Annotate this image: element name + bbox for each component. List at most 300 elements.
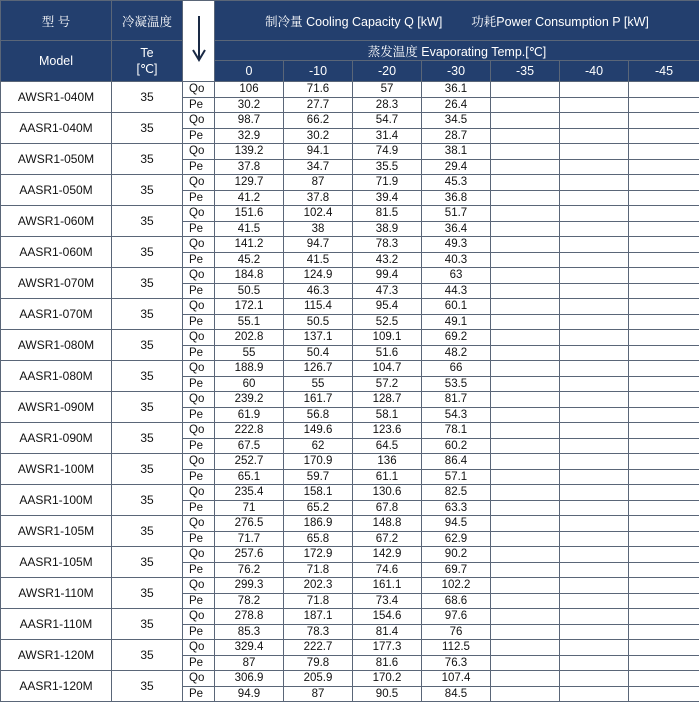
pe-value-cell [491, 624, 560, 640]
qo-value-cell: 188.9 [215, 361, 284, 377]
qo-value-cell: 161.7 [284, 392, 353, 408]
pe-value-cell: 87 [215, 655, 284, 671]
qo-value-cell [491, 609, 560, 625]
qo-value-cell [560, 268, 629, 284]
qo-value-cell [629, 516, 699, 532]
pe-value-cell [491, 593, 560, 609]
te-cell: 35 [112, 609, 183, 640]
evaporating-temp-header: 蒸发温度 Evaporating Temp.[℃] [215, 41, 699, 61]
pe-value-cell [629, 283, 699, 299]
model-cell: AWSR1-040M [1, 82, 112, 113]
pe-value-cell: 74.6 [353, 562, 422, 578]
qo-value-cell [560, 454, 629, 470]
qo-value-cell: 177.3 [353, 640, 422, 656]
qo-value-cell [491, 175, 560, 191]
qo-value-cell [629, 237, 699, 253]
qo-value-cell [629, 609, 699, 625]
pe-label: Pe [183, 376, 215, 392]
pe-value-cell [560, 345, 629, 361]
qo-value-cell: 141.2 [215, 237, 284, 253]
qo-value-cell [560, 640, 629, 656]
qo-value-cell: 94.5 [422, 516, 491, 532]
qo-label: Qo [183, 547, 215, 563]
qo-value-cell: 205.9 [284, 671, 353, 687]
table-row [1, 392, 699, 408]
qo-value-cell: 95.4 [353, 299, 422, 315]
qo-value-cell: 78.3 [353, 237, 422, 253]
qo-value-cell: 99.4 [353, 268, 422, 284]
pe-value-cell: 64.5 [353, 438, 422, 454]
qo-value-cell [629, 640, 699, 656]
te-cell: 35 [112, 423, 183, 454]
pe-value-cell [560, 221, 629, 237]
qo-value-cell: 71.9 [353, 175, 422, 191]
qo-value-cell: 94.1 [284, 144, 353, 160]
pe-label: Pe [183, 345, 215, 361]
pe-label: Pe [183, 97, 215, 113]
qo-value-cell [560, 299, 629, 315]
pe-value-cell: 60 [215, 376, 284, 392]
pe-value-cell: 49.1 [422, 314, 491, 330]
pe-value-cell: 36.8 [422, 190, 491, 206]
qo-value-cell: 278.8 [215, 609, 284, 625]
qo-value-cell [491, 485, 560, 501]
qo-value-cell: 299.3 [215, 578, 284, 594]
qo-value-cell [629, 454, 699, 470]
model-cell: AWSR1-060M [1, 206, 112, 237]
qo-value-cell [560, 578, 629, 594]
pe-value-cell: 31.4 [353, 128, 422, 144]
pe-value-cell: 36.4 [422, 221, 491, 237]
qo-value-cell: 86.4 [422, 454, 491, 470]
model-cell: AWSR1-080M [1, 330, 112, 361]
pe-value-cell: 65.2 [284, 500, 353, 516]
te-cell: 35 [112, 361, 183, 392]
table-row [1, 237, 699, 253]
pe-value-cell [629, 469, 699, 485]
qo-label: Qo [183, 237, 215, 253]
qo-value-cell [560, 144, 629, 160]
model-cell: AASR1-050M [1, 175, 112, 206]
pe-value-cell: 81.4 [353, 624, 422, 640]
pe-value-cell: 30.2 [284, 128, 353, 144]
evap-temp-col-header: -45 [629, 61, 699, 82]
pe-value-cell [629, 593, 699, 609]
qo-label: Qo [183, 144, 215, 160]
pe-value-cell: 43.2 [353, 252, 422, 268]
table-row [1, 671, 699, 687]
down-arrow-icon [189, 14, 209, 66]
pe-value-cell: 26.4 [422, 97, 491, 113]
qo-value-cell [491, 516, 560, 532]
qo-value-cell: 57 [353, 82, 422, 98]
pe-value-cell: 38.9 [353, 221, 422, 237]
capacity-title: 制冷量 Cooling Capacity Q [kW] [265, 14, 443, 29]
pe-label: Pe [183, 221, 215, 237]
qo-value-cell: 154.6 [353, 609, 422, 625]
pe-value-cell: 39.4 [353, 190, 422, 206]
pe-value-cell: 79.8 [284, 655, 353, 671]
pe-value-cell [560, 376, 629, 392]
pe-value-cell: 73.4 [353, 593, 422, 609]
evap-temp-col-header: -30 [422, 61, 491, 82]
qo-value-cell [491, 113, 560, 129]
qo-value-cell [491, 299, 560, 315]
te-header [112, 41, 183, 82]
model-cell: AASR1-070M [1, 299, 112, 330]
qo-value-cell: 81.5 [353, 206, 422, 222]
qo-value-cell: 148.8 [353, 516, 422, 532]
model-cell: AASR1-100M [1, 485, 112, 516]
pe-value-cell [560, 314, 629, 330]
pe-value-cell [491, 407, 560, 423]
table-row [1, 330, 699, 346]
qo-value-cell [491, 361, 560, 377]
pe-value-cell [629, 376, 699, 392]
pe-label: Pe [183, 407, 215, 423]
model-header: Model [1, 41, 112, 82]
qo-value-cell: 128.7 [353, 392, 422, 408]
qo-label: Qo [183, 609, 215, 625]
pe-value-cell: 37.8 [284, 190, 353, 206]
pe-value-cell [629, 345, 699, 361]
te-cell: 35 [112, 268, 183, 299]
qo-value-cell: 106 [215, 82, 284, 98]
model-cell: AASR1-060M [1, 237, 112, 268]
qo-value-cell [491, 640, 560, 656]
pe-value-cell [491, 252, 560, 268]
table-row [1, 485, 699, 501]
pe-value-cell [629, 190, 699, 206]
pe-value-cell [560, 500, 629, 516]
pe-value-cell [629, 438, 699, 454]
qo-value-cell: 102.2 [422, 578, 491, 594]
table-row [1, 516, 699, 532]
pe-label: Pe [183, 593, 215, 609]
pe-label: Pe [183, 438, 215, 454]
pe-value-cell [629, 159, 699, 175]
qo-value-cell: 149.6 [284, 423, 353, 439]
qo-value-cell: 34.5 [422, 113, 491, 129]
qo-value-cell: 82.5 [422, 485, 491, 501]
qo-label: Qo [183, 82, 215, 98]
qo-value-cell [560, 175, 629, 191]
model-cell: AASR1-120M [1, 671, 112, 702]
table-row [1, 640, 699, 656]
pe-value-cell: 62 [284, 438, 353, 454]
te-cell: 35 [112, 113, 183, 144]
te-cell: 35 [112, 485, 183, 516]
pe-value-cell: 57.2 [353, 376, 422, 392]
qo-value-cell: 63 [422, 268, 491, 284]
pe-value-cell: 55.1 [215, 314, 284, 330]
qo-value-cell [491, 547, 560, 563]
qo-value-cell [629, 82, 699, 98]
pe-value-cell: 28.3 [353, 97, 422, 113]
qo-value-cell: 222.7 [284, 640, 353, 656]
qo-value-cell [491, 206, 560, 222]
pe-value-cell: 51.6 [353, 345, 422, 361]
qo-value-cell [491, 578, 560, 594]
qo-label: Qo [183, 113, 215, 129]
pe-value-cell: 50.4 [284, 345, 353, 361]
qo-label: Qo [183, 578, 215, 594]
pe-value-cell: 56.8 [284, 407, 353, 423]
pe-label: Pe [183, 531, 215, 547]
pe-value-cell [629, 655, 699, 671]
pe-value-cell: 55 [215, 345, 284, 361]
qo-value-cell: 90.2 [422, 547, 491, 563]
qo-value-cell: 66 [422, 361, 491, 377]
qo-value-cell: 60.1 [422, 299, 491, 315]
te-cell: 35 [112, 299, 183, 330]
pe-label: Pe [183, 655, 215, 671]
qo-value-cell [629, 206, 699, 222]
pe-value-cell: 76.3 [422, 655, 491, 671]
pe-value-cell: 76.2 [215, 562, 284, 578]
qo-value-cell: 54.7 [353, 113, 422, 129]
pe-value-cell: 50.5 [215, 283, 284, 299]
pe-value-cell: 34.7 [284, 159, 353, 175]
qo-value-cell: 172.9 [284, 547, 353, 563]
te-cell: 35 [112, 392, 183, 423]
pe-value-cell: 68.6 [422, 593, 491, 609]
qo-value-cell: 87 [284, 175, 353, 191]
pe-label: Pe [183, 562, 215, 578]
model-cell: AASR1-110M [1, 609, 112, 640]
te-cell: 35 [112, 516, 183, 547]
pe-value-cell: 50.5 [284, 314, 353, 330]
pe-value-cell: 71 [215, 500, 284, 516]
qo-value-cell: 69.2 [422, 330, 491, 346]
pe-value-cell: 65.1 [215, 469, 284, 485]
qo-value-cell [560, 113, 629, 129]
te-cell: 35 [112, 82, 183, 113]
pe-value-cell [560, 128, 629, 144]
qo-value-cell: 124.9 [284, 268, 353, 284]
qo-value-cell [560, 609, 629, 625]
model-cell: AWSR1-110M [1, 578, 112, 609]
table-row [1, 454, 699, 470]
qo-value-cell: 137.1 [284, 330, 353, 346]
evap-temp-col-header: -20 [353, 61, 422, 82]
te-unit: [℃] [136, 62, 158, 76]
qo-value-cell [560, 361, 629, 377]
qo-value-cell: 49.3 [422, 237, 491, 253]
qo-value-cell: 158.1 [284, 485, 353, 501]
qo-value-cell: 78.1 [422, 423, 491, 439]
qo-value-cell [629, 361, 699, 377]
qo-value-cell [629, 671, 699, 687]
table-row [1, 113, 699, 129]
pe-value-cell: 71.8 [284, 562, 353, 578]
qo-value-cell [560, 330, 629, 346]
pe-value-cell: 35.5 [353, 159, 422, 175]
qo-value-cell [629, 578, 699, 594]
qo-value-cell: 142.9 [353, 547, 422, 563]
qo-value-cell: 170.2 [353, 671, 422, 687]
pe-value-cell: 84.5 [422, 686, 491, 702]
pe-value-cell [560, 407, 629, 423]
pe-value-cell: 45.2 [215, 252, 284, 268]
qo-value-cell [560, 516, 629, 532]
qo-value-cell: 170.9 [284, 454, 353, 470]
evap-temp-col-header: -35 [491, 61, 560, 82]
pe-value-cell [629, 314, 699, 330]
pe-value-cell: 37.8 [215, 159, 284, 175]
arrow-cell [183, 1, 215, 82]
qo-value-cell: 112.5 [422, 640, 491, 656]
qo-value-cell: 129.7 [215, 175, 284, 191]
qo-value-cell [629, 392, 699, 408]
te-cell: 35 [112, 640, 183, 671]
qo-value-cell: 97.6 [422, 609, 491, 625]
qo-value-cell: 151.6 [215, 206, 284, 222]
pe-value-cell [491, 345, 560, 361]
pe-value-cell [491, 655, 560, 671]
qo-value-cell: 139.2 [215, 144, 284, 160]
qo-value-cell [560, 237, 629, 253]
power-title: 功耗Power Consumption P [kW] [471, 14, 649, 29]
qo-value-cell [629, 299, 699, 315]
qo-value-cell: 94.7 [284, 237, 353, 253]
type-header: 型 号 [1, 1, 112, 41]
pe-value-cell: 78.3 [284, 624, 353, 640]
pe-label: Pe [183, 128, 215, 144]
pe-value-cell: 27.7 [284, 97, 353, 113]
qo-value-cell: 136 [353, 454, 422, 470]
qo-label: Qo [183, 299, 215, 315]
pe-value-cell [491, 376, 560, 392]
evap-temp-col-header: -10 [284, 61, 353, 82]
pe-value-cell: 47.3 [353, 283, 422, 299]
te-cell: 35 [112, 144, 183, 175]
pe-value-cell: 46.3 [284, 283, 353, 299]
table-row [1, 423, 699, 439]
model-cell: AWSR1-105M [1, 516, 112, 547]
qo-value-cell [629, 268, 699, 284]
qo-value-cell: 36.1 [422, 82, 491, 98]
table-row [1, 578, 699, 594]
qo-value-cell: 306.9 [215, 671, 284, 687]
qo-value-cell: 235.4 [215, 485, 284, 501]
pe-value-cell [629, 531, 699, 547]
pe-value-cell [491, 128, 560, 144]
capacity-power-title [215, 1, 699, 41]
table-row [1, 144, 699, 160]
qo-label: Qo [183, 330, 215, 346]
pe-value-cell: 48.2 [422, 345, 491, 361]
pe-value-cell [629, 500, 699, 516]
model-cell: AASR1-105M [1, 547, 112, 578]
pe-value-cell: 67.8 [353, 500, 422, 516]
qo-value-cell: 276.5 [215, 516, 284, 532]
qo-value-cell [560, 423, 629, 439]
table-row [1, 547, 699, 563]
pe-value-cell [560, 159, 629, 175]
pe-value-cell: 81.6 [353, 655, 422, 671]
qo-value-cell: 115.4 [284, 299, 353, 315]
table-row [1, 268, 699, 284]
qo-value-cell: 329.4 [215, 640, 284, 656]
qo-value-cell: 257.6 [215, 547, 284, 563]
te-label: Te [140, 46, 154, 60]
pe-value-cell: 67.2 [353, 531, 422, 547]
qo-value-cell [491, 237, 560, 253]
pe-value-cell: 67.5 [215, 438, 284, 454]
pe-value-cell: 40.3 [422, 252, 491, 268]
qo-value-cell [560, 206, 629, 222]
qo-value-cell [491, 423, 560, 439]
qo-label: Qo [183, 516, 215, 532]
qo-label: Qo [183, 485, 215, 501]
pe-value-cell: 94.9 [215, 686, 284, 702]
table-row [1, 361, 699, 377]
pe-value-cell [560, 190, 629, 206]
pe-label: Pe [183, 159, 215, 175]
qo-value-cell [560, 671, 629, 687]
qo-value-cell: 186.9 [284, 516, 353, 532]
pe-value-cell: 29.4 [422, 159, 491, 175]
pe-label: Pe [183, 624, 215, 640]
pe-value-cell [560, 283, 629, 299]
pe-value-cell [560, 252, 629, 268]
pe-value-cell: 61.1 [353, 469, 422, 485]
qo-value-cell [629, 485, 699, 501]
qo-value-cell: 45.3 [422, 175, 491, 191]
pe-value-cell: 65.8 [284, 531, 353, 547]
qo-value-cell [560, 82, 629, 98]
pe-value-cell [560, 624, 629, 640]
pe-value-cell [560, 655, 629, 671]
qo-value-cell: 172.1 [215, 299, 284, 315]
pe-value-cell [629, 252, 699, 268]
pe-value-cell: 57.1 [422, 469, 491, 485]
qo-value-cell: 130.6 [353, 485, 422, 501]
te-cell: 35 [112, 454, 183, 485]
pe-value-cell [491, 221, 560, 237]
pe-value-cell: 53.5 [422, 376, 491, 392]
qo-value-cell: 222.8 [215, 423, 284, 439]
pe-value-cell: 69.7 [422, 562, 491, 578]
pe-value-cell: 54.3 [422, 407, 491, 423]
model-cell: AWSR1-050M [1, 144, 112, 175]
condensing-temp-header: 冷凝温度 [112, 1, 183, 41]
pe-value-cell: 41.5 [284, 252, 353, 268]
pe-value-cell [629, 407, 699, 423]
pe-value-cell [629, 221, 699, 237]
pe-value-cell [491, 562, 560, 578]
pe-value-cell: 58.1 [353, 407, 422, 423]
qo-value-cell [491, 392, 560, 408]
qo-value-cell [491, 144, 560, 160]
qo-value-cell [491, 82, 560, 98]
qo-value-cell: 107.4 [422, 671, 491, 687]
pe-value-cell [629, 562, 699, 578]
qo-value-cell: 81.7 [422, 392, 491, 408]
pe-value-cell: 71.7 [215, 531, 284, 547]
qo-label: Qo [183, 361, 215, 377]
table-row [1, 609, 699, 625]
model-cell: AWSR1-120M [1, 640, 112, 671]
qo-value-cell [560, 485, 629, 501]
qo-value-cell [491, 330, 560, 346]
qo-value-cell: 71.6 [284, 82, 353, 98]
te-cell: 35 [112, 206, 183, 237]
pe-value-cell [629, 624, 699, 640]
pe-value-cell [491, 686, 560, 702]
pe-value-cell [629, 128, 699, 144]
